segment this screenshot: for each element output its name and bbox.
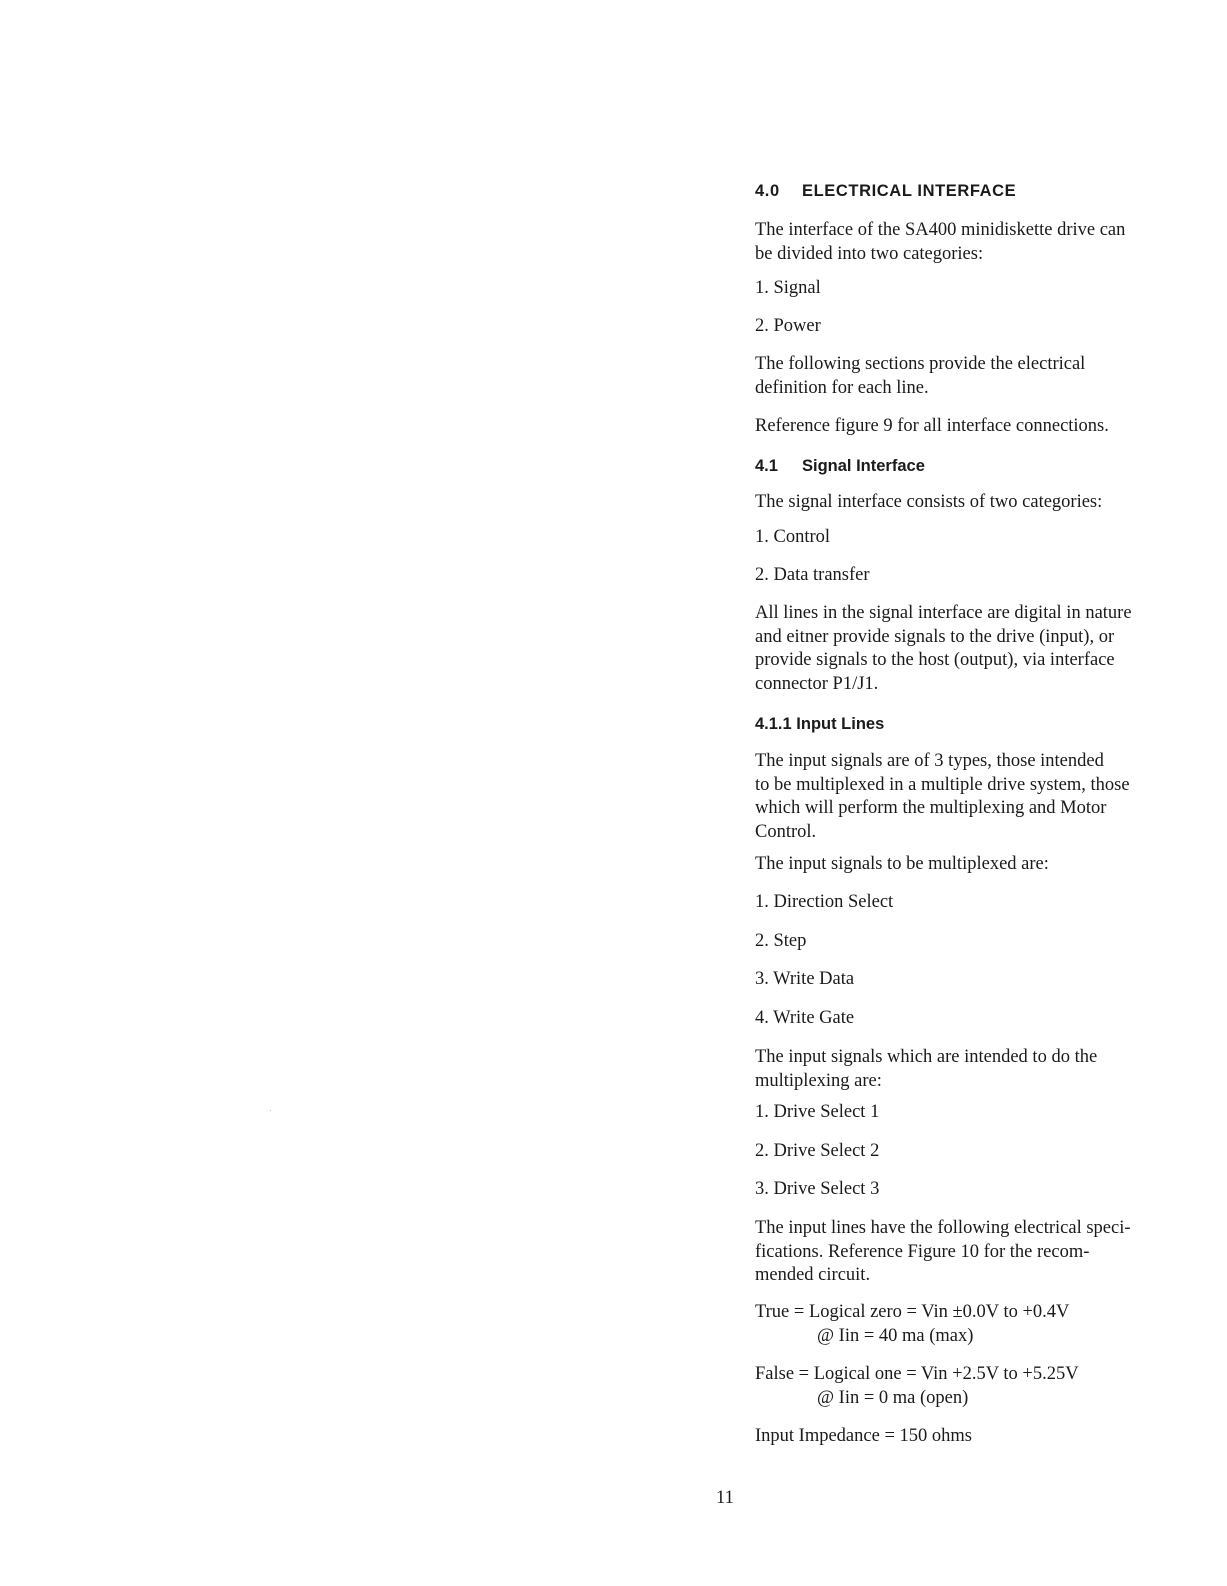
list-item: 2. Step — [755, 931, 807, 951]
page-number: 11 — [716, 1488, 734, 1508]
text-line: which will perform the multiplexing and Motor — [755, 798, 1107, 818]
text-line: False = Logical one = Vin +2.5V to +5.25V — [755, 1364, 1079, 1384]
list-item: 3. Write Data — [755, 969, 855, 989]
input-impedance: Input Impedance = 150 ohms — [755, 1426, 972, 1446]
list-item: 1. Signal — [755, 278, 821, 298]
input-types-paragraph — [755, 750, 1175, 844]
section-title: Signal Interface — [802, 457, 925, 475]
list-item: 1. Direction Select — [755, 892, 894, 912]
section-number: 4.1 — [755, 457, 778, 475]
list-item: 1. Control — [755, 527, 831, 547]
text-line: definition for each line. — [755, 377, 929, 398]
text-line: The interface of the SA400 minidiskette drive can — [755, 220, 1126, 240]
text-line: to be multiplexed in a multiple drive system, those — [755, 774, 1130, 795]
sections-paragraph — [755, 353, 1175, 400]
text-line: All lines in the signal interface are digital in nature — [755, 603, 1132, 623]
list-item: 1. Drive Select 1 — [755, 1102, 880, 1122]
scan-speck — [270, 1110, 271, 1111]
text-line: be divided into two categories: — [755, 243, 984, 264]
text-line: fications. Reference Figure 10 for the recom- — [755, 1241, 1090, 1262]
text-line: @ Iin = 0 ma (open) — [817, 1387, 969, 1408]
multiplexing-intro — [755, 1046, 1175, 1093]
section-number: 4.0 — [755, 182, 780, 200]
text-line: The input signals which are intended to do the — [755, 1047, 1098, 1067]
reference-paragraph: Reference figure 9 for all interface connections. — [755, 416, 1109, 436]
intro-paragraph — [755, 219, 1175, 266]
text-line: @ Iin = 40 ma (max) — [817, 1325, 974, 1346]
text-line: connector P1/J1. — [755, 673, 879, 694]
text-line: The input signals are of 3 types, those intended — [755, 751, 1104, 771]
multiplexed-intro: The input signals to be multiplexed are: — [755, 854, 1049, 874]
section-heading-4-1-1: 4.1.1 Input Lines — [755, 715, 885, 733]
text-line: and eitner provide signals to the drive (input), or — [755, 626, 1115, 647]
specifications-paragraph — [755, 1217, 1175, 1288]
list-item: 4. Write Gate — [755, 1008, 855, 1028]
signal-lines-paragraph — [755, 602, 1175, 696]
text-line: multiplexing are: — [755, 1070, 882, 1091]
section-heading-4-0 — [755, 181, 1175, 201]
text-line: Control. — [755, 821, 817, 842]
section-title: ELECTRICAL INTERFACE — [802, 182, 1017, 200]
true-spec — [755, 1301, 1175, 1348]
section-heading-4-1 — [755, 456, 1175, 476]
text-line: mended circuit. — [755, 1265, 871, 1285]
text-line: The following sections provide the electrical — [755, 354, 1086, 374]
list-item: 2. Data transfer — [755, 565, 870, 585]
list-item: 2. Drive Select 2 — [755, 1141, 880, 1161]
false-spec — [755, 1363, 1175, 1410]
signal-intro-paragraph: The signal interface consists of two categories: — [755, 492, 1103, 512]
text-line: The input lines have the following electrical speci- — [755, 1218, 1131, 1238]
text-line: provide signals to the host (output), via interface — [755, 650, 1115, 670]
list-item: 2. Power — [755, 316, 821, 336]
text-line: True = Logical zero = Vin ±0.0V to +0.4V — [755, 1302, 1070, 1322]
list-item: 3. Drive Select 3 — [755, 1179, 880, 1199]
